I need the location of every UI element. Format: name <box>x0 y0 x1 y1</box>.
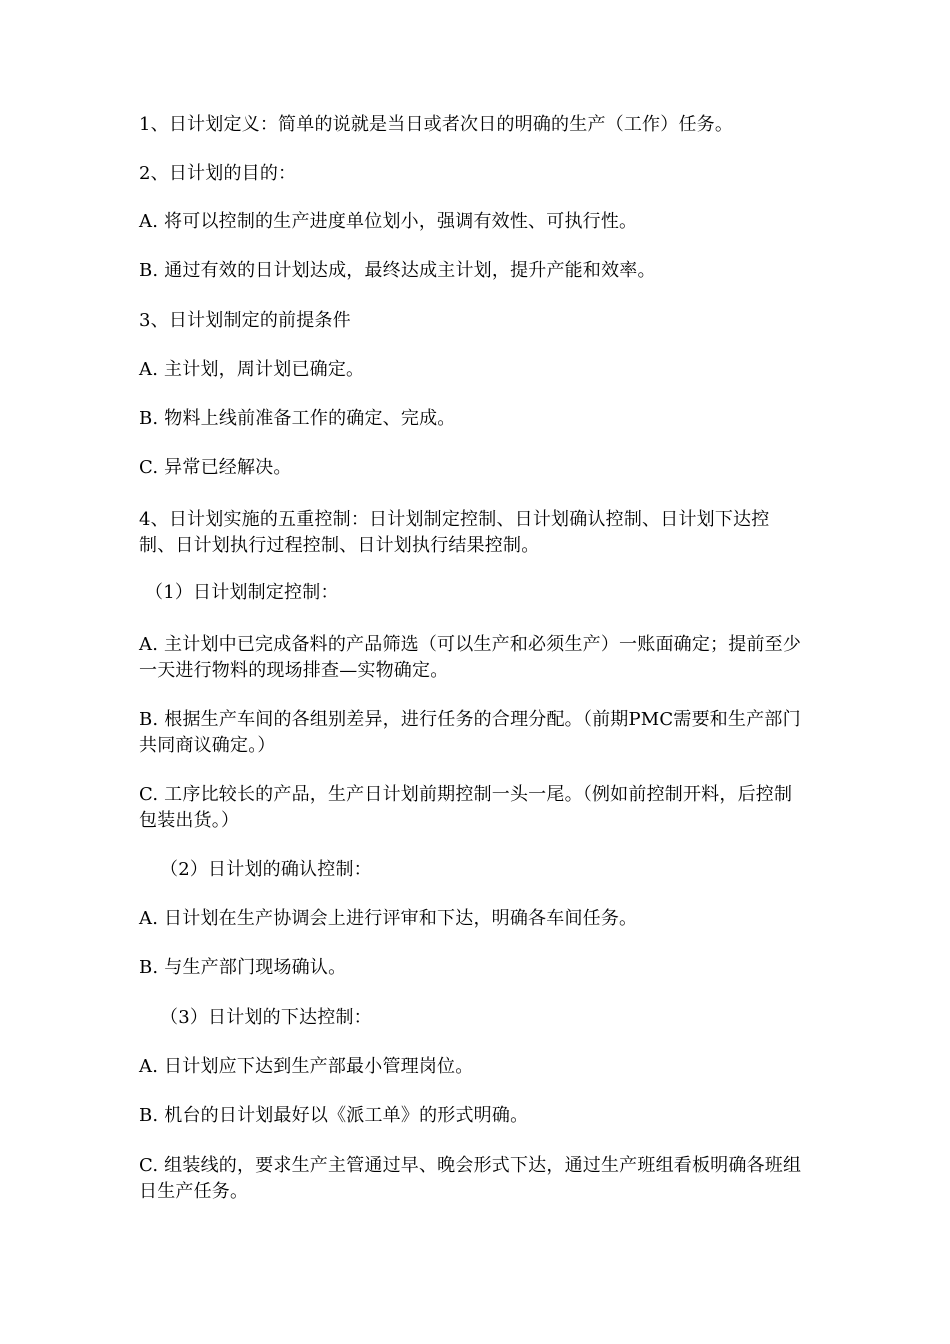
paragraph-control-1-heading: （1）日计划制定控制： <box>145 582 339 603</box>
paragraph-control-3-b: B. 机台的日计划最好以《派工单》的形式明确。 <box>139 1105 529 1126</box>
paragraph-precondition-a: A. 主计划，周计划已确定。 <box>139 359 365 380</box>
paragraph-five-controls: 4、日计划实施的五重控制：日计划制定控制、日计划确认控制、日计划下达控制、日计划执行过程控制、日计划执行结果控制。 <box>139 509 770 556</box>
paragraph-precondition-c: C. 异常已经解决。 <box>139 457 292 478</box>
paragraph-preconditions-heading: 3、日计划制定的前提条件 <box>139 310 351 331</box>
paragraph-control-3-a: A. 日计划应下达到生产部最小管理岗位。 <box>139 1056 474 1077</box>
paragraph-purpose-b: B. 通过有效的日计划达成，最终达成主计划，提升产能和效率。 <box>139 260 656 281</box>
paragraph-control-2-a: A. 日计划在生产协调会上进行评审和下达，明确各车间任务。 <box>139 908 638 929</box>
paragraph-control-1-b: B. 根据生产车间的各组别差异，进行任务的合理分配。（前期PMC需要和生产部门共同商议确定。） <box>139 709 801 756</box>
paragraph-control-2-b: B. 与生产部门现场确认。 <box>139 957 347 978</box>
paragraph-control-3-c: C. 组装线的，要求生产主管通过早、晚会形式下达，通过生产班组看板明确各班组日生产任务。 <box>139 1155 802 1202</box>
paragraph-control-1-a: A. 主计划中已完成备料的产品筛选（可以生产和必须生产）一账面确定；提前至少一天进行物料的现场排查—实物确定。 <box>139 634 802 681</box>
paragraph-control-1-c: C. 工序比较长的产品，生产日计划前期控制一头一尾。（例如前控制开料，后控制包装出货。） <box>139 784 793 831</box>
paragraph-control-3-heading: （3）日计划的下达控制： <box>160 1007 372 1028</box>
paragraph-control-2-heading: （2）日计划的确认控制： <box>160 859 372 880</box>
paragraph-purpose-a: A. 将可以控制的生产进度单位划小，强调有效性、可执行性。 <box>139 211 638 232</box>
paragraph-definition: 1、日计划定义：简单的说就是当日或者次日的明确的生产（工作）任务。 <box>139 114 734 135</box>
paragraph-purpose-heading: 2、日计划的目的： <box>139 163 297 184</box>
paragraph-precondition-b: B. 物料上线前准备工作的确定、完成。 <box>139 408 456 429</box>
